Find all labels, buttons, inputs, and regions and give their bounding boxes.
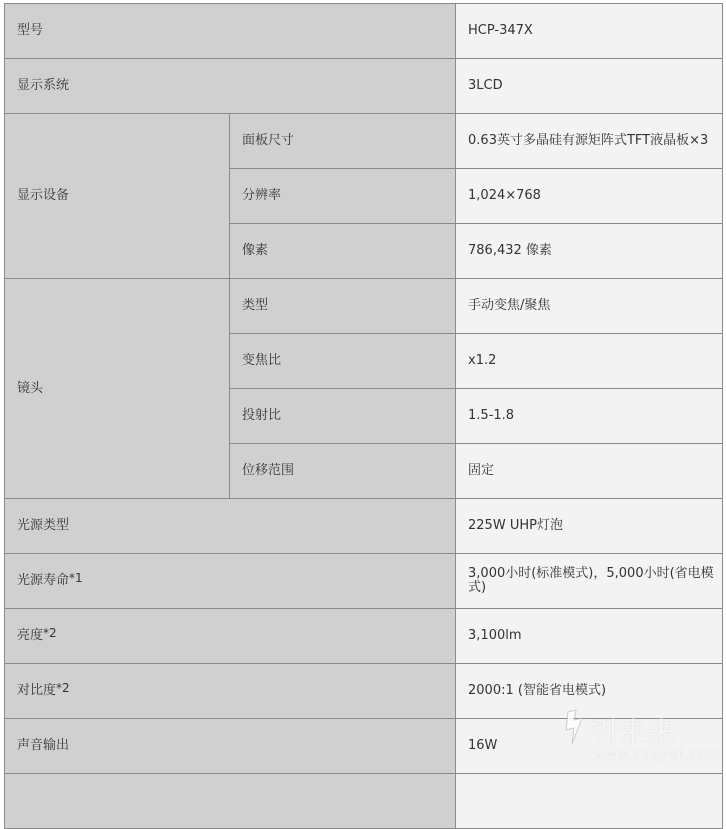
shift-range-label: 位移范围: [230, 444, 456, 499]
spec-table: [4, 3, 723, 829]
light-source-life-label-text: 光源寿命: [17, 573, 70, 588]
table-row: [5, 774, 723, 829]
pixels-value: 786,432 像素: [456, 224, 723, 279]
table-row: [5, 719, 723, 774]
throw-ratio-label: 投射比: [230, 389, 456, 444]
footnote-marker: *1: [69, 571, 83, 585]
empty-value: [456, 774, 723, 829]
table-row: [5, 499, 723, 554]
shift-range-value: 固定: [456, 444, 723, 499]
table-row: [5, 114, 723, 169]
audio-output-label: 声音输出: [5, 719, 456, 774]
watermark-brand: 引未来: [592, 718, 677, 748]
footnote-marker: *2: [56, 681, 70, 695]
watermark-url: www.51zywl.com: [594, 748, 721, 763]
light-source-type-label: 光源类型: [5, 499, 456, 554]
lens-type-value: 手动变焦/聚焦: [456, 279, 723, 334]
table-row: [5, 664, 723, 719]
empty-label: [5, 774, 456, 829]
table-row: [5, 59, 723, 114]
lens-label: 镜头: [5, 279, 230, 499]
panel-size-value: 0.63英寸多晶硅有源矩阵式TFT液晶板×3: [456, 114, 723, 169]
table-row: [5, 279, 723, 334]
resolution-value: 1,024×768: [456, 169, 723, 224]
zoom-ratio-value: x1.2: [456, 334, 723, 389]
lens-type-label: 类型: [230, 279, 456, 334]
light-source-life-label: [5, 554, 456, 609]
throw-ratio-value: 1.5-1.8: [456, 389, 723, 444]
panel-size-label: 面板尺寸: [230, 114, 456, 169]
display-device-label: 显示设备: [5, 114, 230, 279]
audio-output-value: 16W: [456, 719, 723, 774]
table-row: [5, 609, 723, 664]
brightness-value: 3,100lm: [456, 609, 723, 664]
model-label: 型号: [5, 4, 456, 59]
display-system-label: 显示系统: [5, 59, 456, 114]
light-source-type-value: 225W UHP灯泡: [456, 499, 723, 554]
table-row: [5, 4, 723, 59]
brightness-label-text: 亮度: [17, 628, 44, 643]
light-source-life-value: 3,000小时(标准模式)，5,000小时(省电模式): [456, 554, 723, 609]
contrast-label: [5, 664, 456, 719]
resolution-label: 分辨率: [230, 169, 456, 224]
display-system-value: 3LCD: [456, 59, 723, 114]
table-row: [5, 554, 723, 609]
pixels-label: 像素: [230, 224, 456, 279]
brightness-label: [5, 609, 456, 664]
contrast-value: 2000:1 (智能省电模式): [456, 664, 723, 719]
contrast-label-text: 对比度: [17, 683, 57, 698]
zoom-ratio-label: 变焦比: [230, 334, 456, 389]
model-value: HCP-347X: [456, 4, 723, 59]
footnote-marker: *2: [43, 626, 57, 640]
